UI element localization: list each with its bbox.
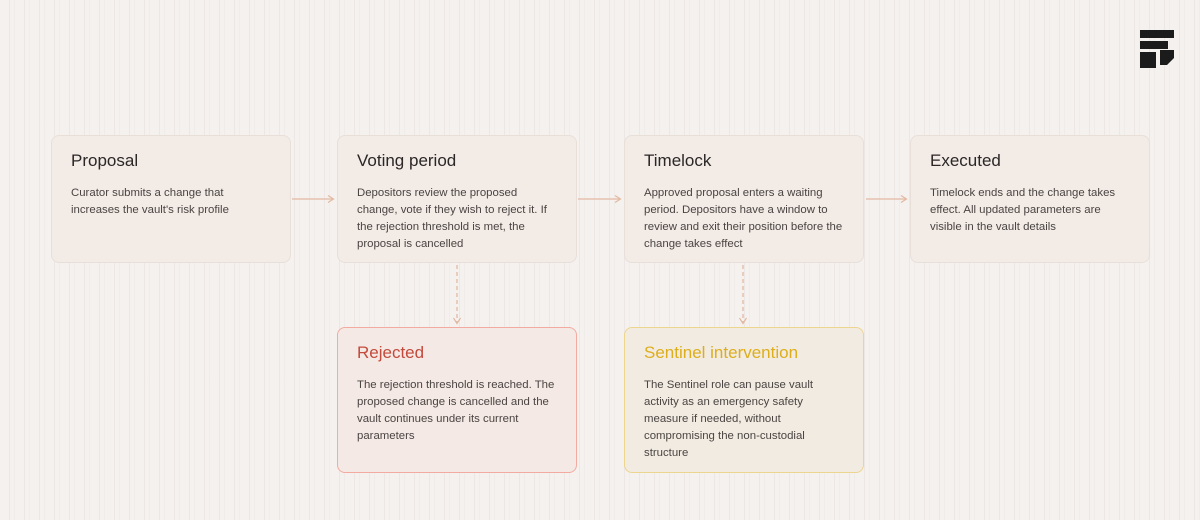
- stage-description: Depositors review the proposed change, vote if they wish to reject it. If the rejection threshold is met, the proposal is cancelled: [357, 187, 547, 250]
- stage-card-executed: [910, 135, 1150, 263]
- stage-title: Voting period: [357, 151, 457, 170]
- stage-description: Curator submits a change that increases the vault's risk profile: [71, 187, 229, 216]
- stage-description: Timelock ends and the change takes effect. All updated parameters are visible in the vault details: [930, 187, 1116, 233]
- stage-description: Approved proposal enters a waiting period. Depositors have a window to review and exit their position before the change takes effect: [644, 187, 843, 250]
- stage-title: Timelock: [644, 151, 712, 170]
- branch-card-sentinel-intervention: [624, 327, 864, 473]
- branch-description: The Sentinel role can pause vault activity as an emergency safety measure if needed, without compromising the non-custodial structure: [644, 379, 814, 459]
- branch-description: The rejection threshold is reached. The proposed change is cancelled and the vault continues under its current parameters: [357, 379, 555, 442]
- branch-title: Sentinel intervention: [644, 343, 799, 362]
- branch-card-rejected: [337, 327, 577, 473]
- stage-card-voting-period: [337, 135, 577, 263]
- branch-title: Rejected: [357, 343, 425, 362]
- stage-title: Proposal: [71, 151, 139, 170]
- stage-card-proposal: [51, 135, 291, 263]
- stage-card-timelock: [624, 135, 864, 263]
- stage-title: Executed: [930, 151, 1001, 170]
